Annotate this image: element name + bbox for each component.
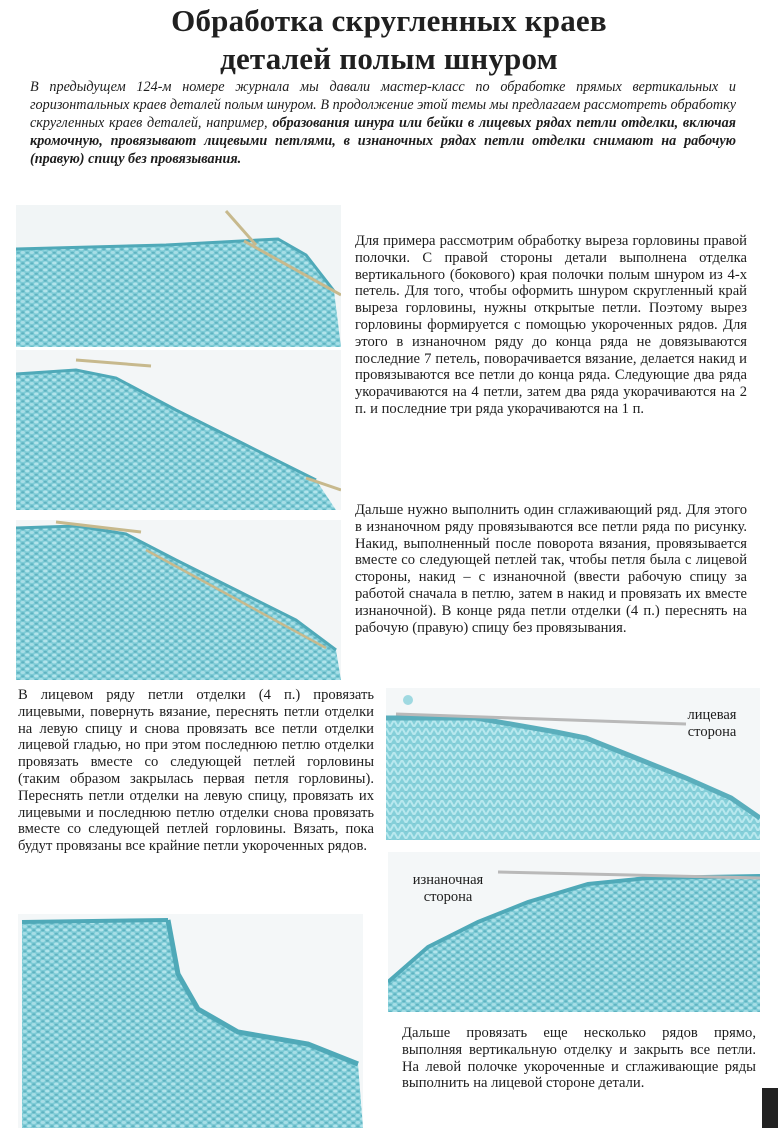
label-back-line2: сторона (423, 889, 473, 905)
label-front-line2: сторона (687, 724, 737, 740)
label-front-side (672, 707, 752, 741)
photo-finished-piece (18, 914, 363, 1128)
label-back-side (402, 872, 494, 906)
page-edge-tab (762, 1088, 778, 1128)
paragraph-1: Для примера рассмотрим обработку выреза горловины правой полочки. С правой стороны детали выполнена отделка вертикального (бокового) края полочки полым шнуром из 4-х петель. Для того, чтобы оформить шнуром скругленный край выреза горловины, нужны открытые петли. Поэтому вырез горловины формируется с помощью укороченных рядов. Для этого в изнаночном ряду до конца ряда не довязываются последние 7 петель, поворачивается вязание, делается накид и провязываются все петли до конца ряда. Следующие два ряда укорачиваются на 4 петли, затем два ряда укорачиваются на 2 п. и последние три ряда укорачиваются на 1 п. (355, 233, 747, 417)
intro-italic: В предыдущем 124-м номере журнала мы давали мастер-класс по обработке прямых вертикальных и горизонтальных краев деталей полым шнуром. В продолжение этой темы мы предлагаем рассмотреть обработку скругленных краев деталей, например, (30, 79, 736, 131)
paragraph-4: Дальше провязать еще несколько рядов прямо, выполняя вертикальную отделку и закрыть все петли. На левой полочке укороченные и сглаживающие ряды выполнить на лицевой стороне детали. (402, 1025, 756, 1092)
page-title (0, 2, 778, 78)
intro-paragraph (30, 78, 736, 168)
label-back-line1: изнаночная (412, 872, 484, 888)
paragraph-2: Дальше нужно выполнить один сглаживающий ряд. Для этого в изнаночном ряду провязываются все петли ряда по рисунку. Накид, выполненный после поворота вязания, провязывается вместе со следующей петлей так, чтобы петля была с лицевой стороны, накид – с изнаночной (ввести рабочую спицу за работой сначала в петлю, затем в накид и провязать их вместе изнаночной). В конце ряда петли отделки (4 п.) переснять на рабочую (правую) спицу без провязывания. (355, 502, 747, 636)
title-line-2: деталей полым шнуром (220, 41, 558, 76)
photo-step-3 (16, 520, 341, 680)
photo-step-2 (16, 350, 341, 510)
title-line-1: Обработка скругленных краев (171, 3, 607, 38)
paragraph-3: В лицевом ряду петли отделки (4 п.) провязать лицевыми, повернуть вязание, переснять петли отделки на левую спицу и снова провязать все петли отделки лицевой гладью, но при этом последнюю петлю отделки провязать вместе со следующей петлей горловины (таким образом закрылась первая петля горловины). Переснять петли отделки на левую спицу, провязать их лицевыми и последнюю петлю отделки снова провязать вместе со следующей петлей горловины. Вязать, пока будут провязаны все крайние петли укороченных рядов. (18, 687, 374, 855)
label-front-line1: лицевая (687, 707, 737, 723)
photo-step-1 (16, 205, 341, 347)
intro-bold: образования шнура или бейки в лицевых рядах петли отделки, включая кромочную, провязывают лицевыми петлями, в изнаночных рядах петли отделки снимают на рабочую (правую) спицу без провязывания. (30, 115, 736, 167)
